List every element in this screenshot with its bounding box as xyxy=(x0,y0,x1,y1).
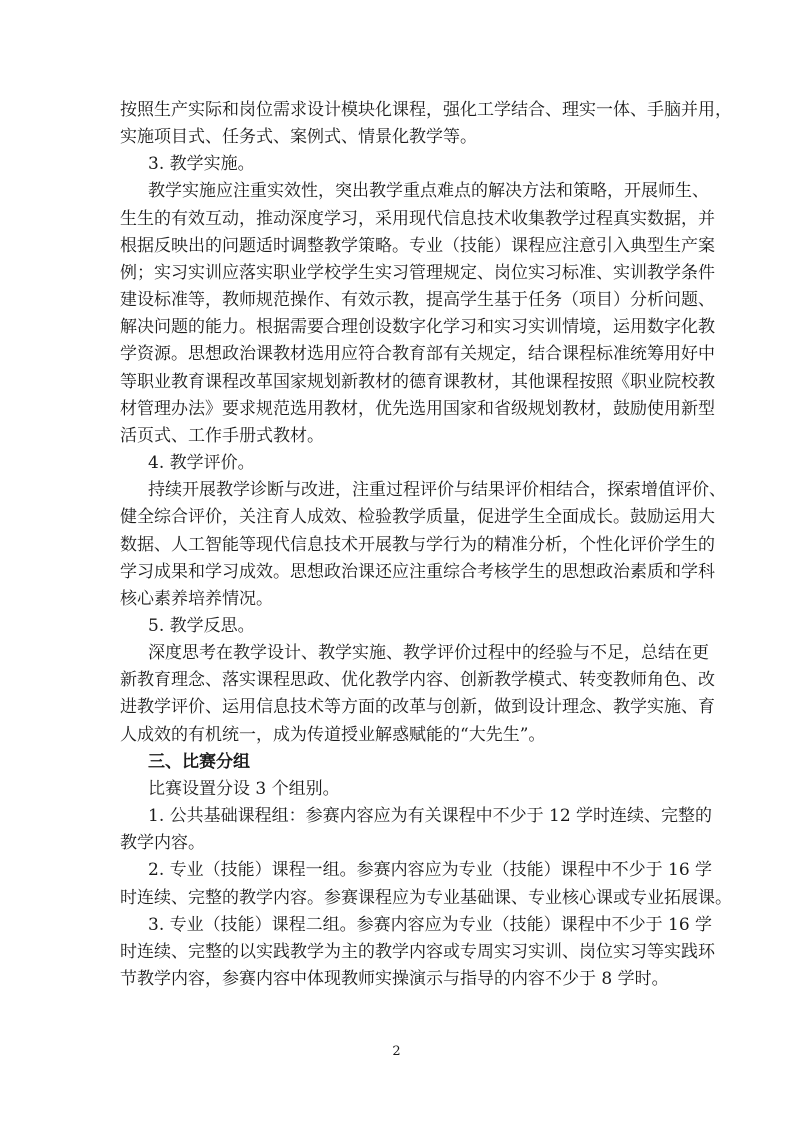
paragraph-line: 教学实施应注重实效性，突出教学重点难点的解决方法和策略，开展师生、 xyxy=(148,181,709,201)
paragraph-line: 2. 专业（技能）课程一组。参赛内容应为专业（技能）课程中不少于 16 学 xyxy=(148,860,713,880)
section-heading: 三、比赛分组 xyxy=(148,752,250,772)
paragraph-line: 深度思考在教学设计、教学实施、教学评价过程中的经验与不足，总结在更 xyxy=(148,643,709,663)
paragraph-line: 比赛设置分设 3 个组别。 xyxy=(148,779,340,799)
paragraph-line: 解决问题的能力。根据需要合理创设数字化学习和实习实训情境，运用数字化教 xyxy=(120,317,715,337)
paragraph-line: 时连续、完整的教学内容。参赛课程应为专业基础课、专业核心课或专业拓展课。 xyxy=(120,888,732,908)
paragraph-line: 根据反映出的问题适时调整教学策略。专业（技能）课程应注意引入典型生产案 xyxy=(120,236,715,256)
paragraph-line: 教学内容。 xyxy=(120,833,205,853)
paragraph-line: 3. 专业（技能）课程二组。参赛内容应为专业（技能）课程中不少于 16 学 xyxy=(148,915,713,935)
paragraph-line: 按照生产实际和岗位需求设计模块化课程，强化工学结合、理实一体、手脑并用， xyxy=(120,100,732,120)
page-number: 2 xyxy=(392,1044,401,1059)
subsection-heading: 3. 教学实施。 xyxy=(148,154,255,174)
paragraph-line: 生生的有效互动，推动深度学习，采用现代信息技术收集教学过程真实数据，并 xyxy=(120,209,715,229)
paragraph-line: 节教学内容，参赛内容中体现教师实操演示与指导的内容不少于 8 学时。 xyxy=(120,969,669,989)
paragraph-line: 等职业教育课程改革国家规划新教材的德育课教材，其他课程按照《职业院校教 xyxy=(120,372,715,392)
paragraph-line: 进教学评价、运用信息技术等方面的改革与创新，做到设计理念、教学实施、育 xyxy=(120,697,715,717)
paragraph-line: 时连续、完整的以实践教学为主的教学内容或专周实习实训、岗位实习等实践环 xyxy=(120,942,715,962)
paragraph-line: 活页式、工作手册式教材。 xyxy=(120,426,324,446)
paragraph-line: 1. 公共基础课程组：参赛内容应为有关课程中不少于 12 学时连续、完整的 xyxy=(148,806,713,826)
paragraph-line: 核心素养培养情况。 xyxy=(120,589,273,609)
paragraph-line: 材管理办法》要求规范选用教材，优先选用国家和省级规划教材，鼓励使用新型 xyxy=(120,399,715,419)
paragraph-line: 持续开展教学诊断与改进，注重过程评价与结果评价相结合，探索增值评价、 xyxy=(148,480,726,500)
subsection-heading: 4. 教学评价。 xyxy=(148,453,255,473)
paragraph-line: 新教育理念、落实课程思政、优化教学内容、创新教学模式、转变教师角色、改 xyxy=(120,670,715,690)
paragraph-line: 数据、人工智能等现代信息技术开展教与学行为的精准分析，个性化评价学生的 xyxy=(120,535,715,555)
paragraph-line: 人成效的有机统一，成为传道授业解惑赋能的“大先生”。 xyxy=(120,725,546,745)
paragraph-line: 例；实习实训应落实职业学校学生实习管理规定、岗位实习标准、实训教学条件 xyxy=(120,263,715,283)
paragraph-line: 建设标准等，教师规范操作、有效示教，提高学生基于任务（项目）分析问题、 xyxy=(120,290,715,310)
paragraph-line: 健全综合评价，关注育人成效、检验教学质量，促进学生全面成长。鼓励运用大 xyxy=(120,507,715,527)
paragraph-line: 实施项目式、任务式、案例式、情景化教学等。 xyxy=(120,127,477,147)
paragraph-line: 学习成果和学习成效。思想政治课还应注重综合考核学生的思想政治素质和学科 xyxy=(120,562,715,582)
subsection-heading: 5. 教学反思。 xyxy=(148,616,255,636)
paragraph-line: 学资源。思想政治课教材选用应符合教育部有关规定，结合课程标准统筹用好中 xyxy=(120,344,715,364)
